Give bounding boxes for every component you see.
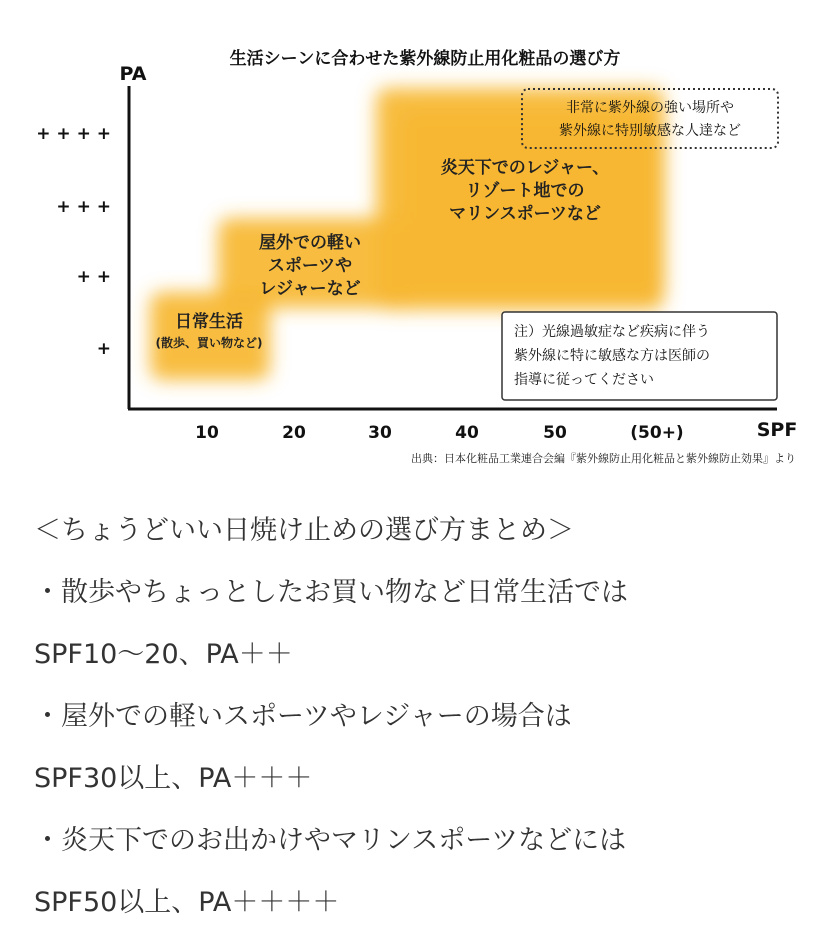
caution-text: 注）光線過敏症など疾病に伴う bbox=[514, 324, 710, 340]
y-tick-label: + + + bbox=[56, 197, 111, 217]
x-tick-label: (50+) bbox=[630, 423, 684, 443]
summary-scene-1: ・散歩やちょっとしたお買い物など日常生活では bbox=[34, 577, 628, 608]
region-label: 屋外での軽い bbox=[259, 233, 361, 253]
y-tick-label: + + bbox=[76, 267, 111, 287]
summary-heading: ＜ちょうどいい日焼け止めの選び方まとめ＞ bbox=[34, 515, 574, 546]
summary-section bbox=[34, 500, 824, 934]
y-tick-label: + bbox=[96, 339, 111, 359]
x-tick-label: 30 bbox=[368, 423, 392, 443]
summary-rec-2: SPF30以上、PA＋＋＋ bbox=[34, 763, 313, 794]
region-label: リゾート地での bbox=[465, 181, 585, 201]
y-axis-label: PA bbox=[119, 63, 147, 85]
region-label: 炎天下でのレジャー、 bbox=[440, 158, 610, 178]
region-label: レジャーなど bbox=[259, 279, 361, 299]
region-label: マリンスポーツなど bbox=[449, 204, 601, 224]
summary-rec-1: SPF10〜20、PA＋＋ bbox=[34, 639, 293, 670]
region-sublabel: (散歩、買い物など) bbox=[155, 336, 263, 350]
strong-uv-text: 紫外線に特別敏感な人達など bbox=[559, 123, 741, 139]
x-tick-label: 50 bbox=[543, 423, 567, 443]
strong-uv-text: 非常に紫外線の強い場所や bbox=[566, 100, 734, 116]
summary-scene-3: ・炎天下でのお出かけやマリンスポーツなどには bbox=[34, 825, 627, 856]
x-tick-label: 20 bbox=[282, 423, 306, 443]
chart-title: 生活シーンに合わせた紫外線防止用化粧品の選び方 bbox=[229, 49, 621, 69]
summary-rec-3: SPF50以上、PA＋＋＋＋ bbox=[34, 887, 340, 918]
x-tick-label: 40 bbox=[455, 423, 479, 443]
caution-text: 紫外線に特に敏感な方は医師の bbox=[514, 348, 710, 364]
caution-text: 指導に従ってください bbox=[514, 372, 654, 388]
summary-scene-2: ・屋外での軽いスポーツやレジャーの場合は bbox=[34, 701, 572, 732]
y-tick-label: + + + + bbox=[36, 124, 111, 144]
x-tick-label: 10 bbox=[195, 423, 219, 443]
region-label: 日常生活 bbox=[175, 312, 243, 332]
source-note: 出典：日本化粧品工業連合会編『紫外線防止用化粧品と紫外線防止効果』より bbox=[411, 452, 796, 465]
x-axis-label: SPF bbox=[756, 419, 798, 441]
region-label: スポーツや bbox=[267, 256, 353, 276]
